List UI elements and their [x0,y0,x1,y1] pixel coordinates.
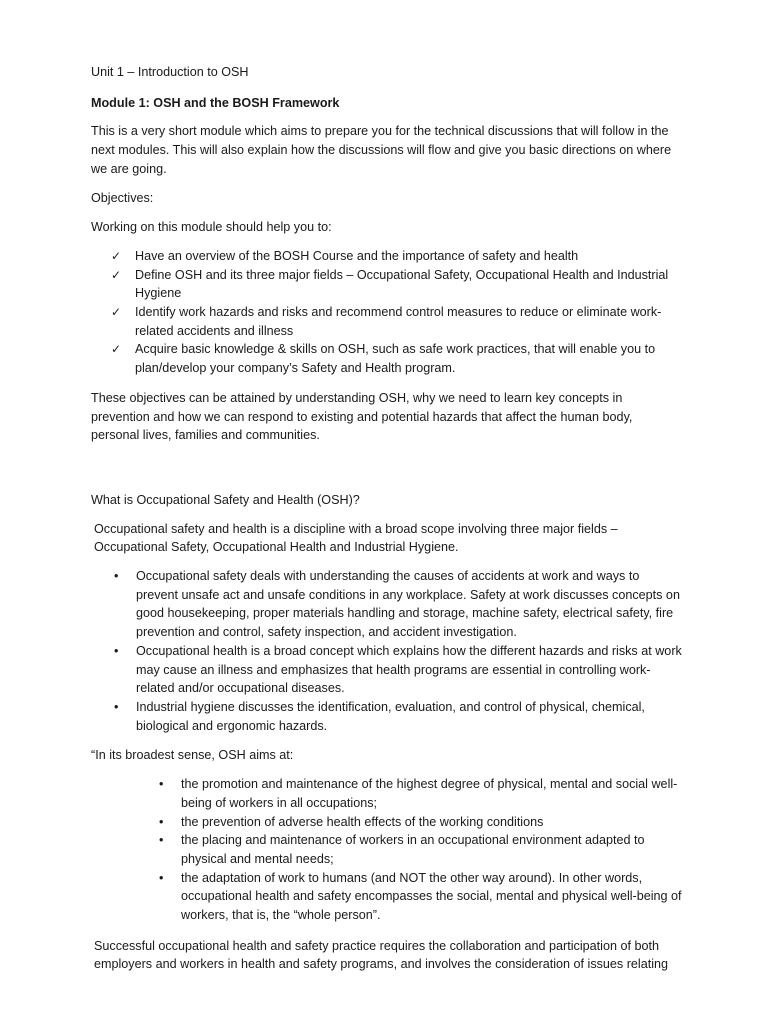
fields-list [114,567,683,735]
objectives-lead: Working on this module should help you to: [91,220,332,235]
bullet-icon: • [159,833,164,848]
bullet-icon: • [114,699,119,714]
aim-text: the adaptation of work to humans (and NOT the other way around). In other words, occupational health and safety encompasses the social, mental and physical well-being of workers, that is, the “whole person”. [181,870,682,923]
objective-item [111,340,683,377]
checkmark-icon: ✓ [111,305,122,320]
bullet-icon: • [114,643,119,658]
aim-text: the placing and maintenance of workers in an occupational environment adapted to physical and mental needs; [181,833,645,866]
document-page [91,63,683,984]
closing-paragraph: Successful occupational health and safety practice requires the collaboration and participation of both employers and workers in health and safety programs, and involves the consideration of issues relating [94,938,669,972]
bullet-icon: • [159,777,164,792]
checkmark-icon: ✓ [111,248,122,263]
section-spacer [91,455,683,491]
aims-lead: “In its broadest sense, OSH aims at: [91,748,294,763]
objectives-list [111,247,683,378]
objective-text: Identify work hazards and risks and recommend control measures to reduce or eliminate work-related accidents and illness [135,305,662,338]
aim-item [159,831,683,868]
aim-item [159,869,683,925]
field-item [114,698,683,735]
field-text: Occupational health is a broad concept which explains how the different hazards and risks at work may cause an illness and emphasizes that health programs are essential in controlling work-related and/or occupational diseases. [136,643,682,696]
objective-item [111,247,683,266]
objectives-summary: These objectives can be attained by understanding OSH, why we need to learn key concepts in prevention and how we can respond to existing and potential hazards that affect the human body, personal lives, families and communities. [91,390,633,443]
objective-text: Acquire basic knowledge & skills on OSH, such as safe work practices, that will enable you to plan/develop your company’s Safety and Health program. [135,342,656,376]
unit-title: Unit 1 – Introduction to OSH [91,65,249,79]
field-text: Occupational safety deals with understanding the causes of accidents at work and ways to prevent unsafe act and unsafe conditions in any workplace. Safety at work discusses concepts on good housekeeping, proper materials handling and storage, machine safety, electrical safety, fire prevention and control, safety inspection, and accident investigation. [136,569,680,640]
aim-item [159,813,683,832]
aim-text: the promotion and maintenance of the highest degree of physical, mental and social well-being of workers in all occupations; [181,777,678,810]
checkmark-icon: ✓ [111,267,122,282]
field-item [114,642,683,698]
objective-item [111,266,683,303]
objective-item [111,303,683,340]
bullet-icon: • [114,569,119,584]
objective-text: Define OSH and its three major fields – Occupational Safety, Occupational Health and Industrial Hygiene [135,267,669,301]
checkmark-icon: ✓ [111,342,122,357]
section-question: What is Occupational Safety and Health (OSH)? [91,492,360,507]
module-title: Module 1: OSH and the BOSH Framework [91,95,340,110]
aim-item [159,775,683,812]
osh-definition: Occupational safety and health is a discipline with a broad scope involving three major fields – Occupational Safety, Occupational Health and Industrial Hygiene. [94,521,618,555]
objective-text: Have an overview of the BOSH Course and the importance of safety and health [135,248,579,263]
intro-paragraph: This is a very short module which aims to prepare you for the technical discussions that will follow in the next modules. This will also explain how the discussions will flow and give you basic directions on where we are going. [91,124,672,176]
bullet-icon: • [159,814,164,829]
bullet-icon: • [159,870,164,885]
field-item [114,567,683,642]
aims-list [159,775,683,925]
field-text: Industrial hygiene discusses the identification, evaluation, and control of physical, chemical, biological and ergonomic hazards. [136,699,645,733]
aim-text: the prevention of adverse health effects of the working conditions [181,814,544,829]
objectives-label: Objectives: [91,190,154,205]
